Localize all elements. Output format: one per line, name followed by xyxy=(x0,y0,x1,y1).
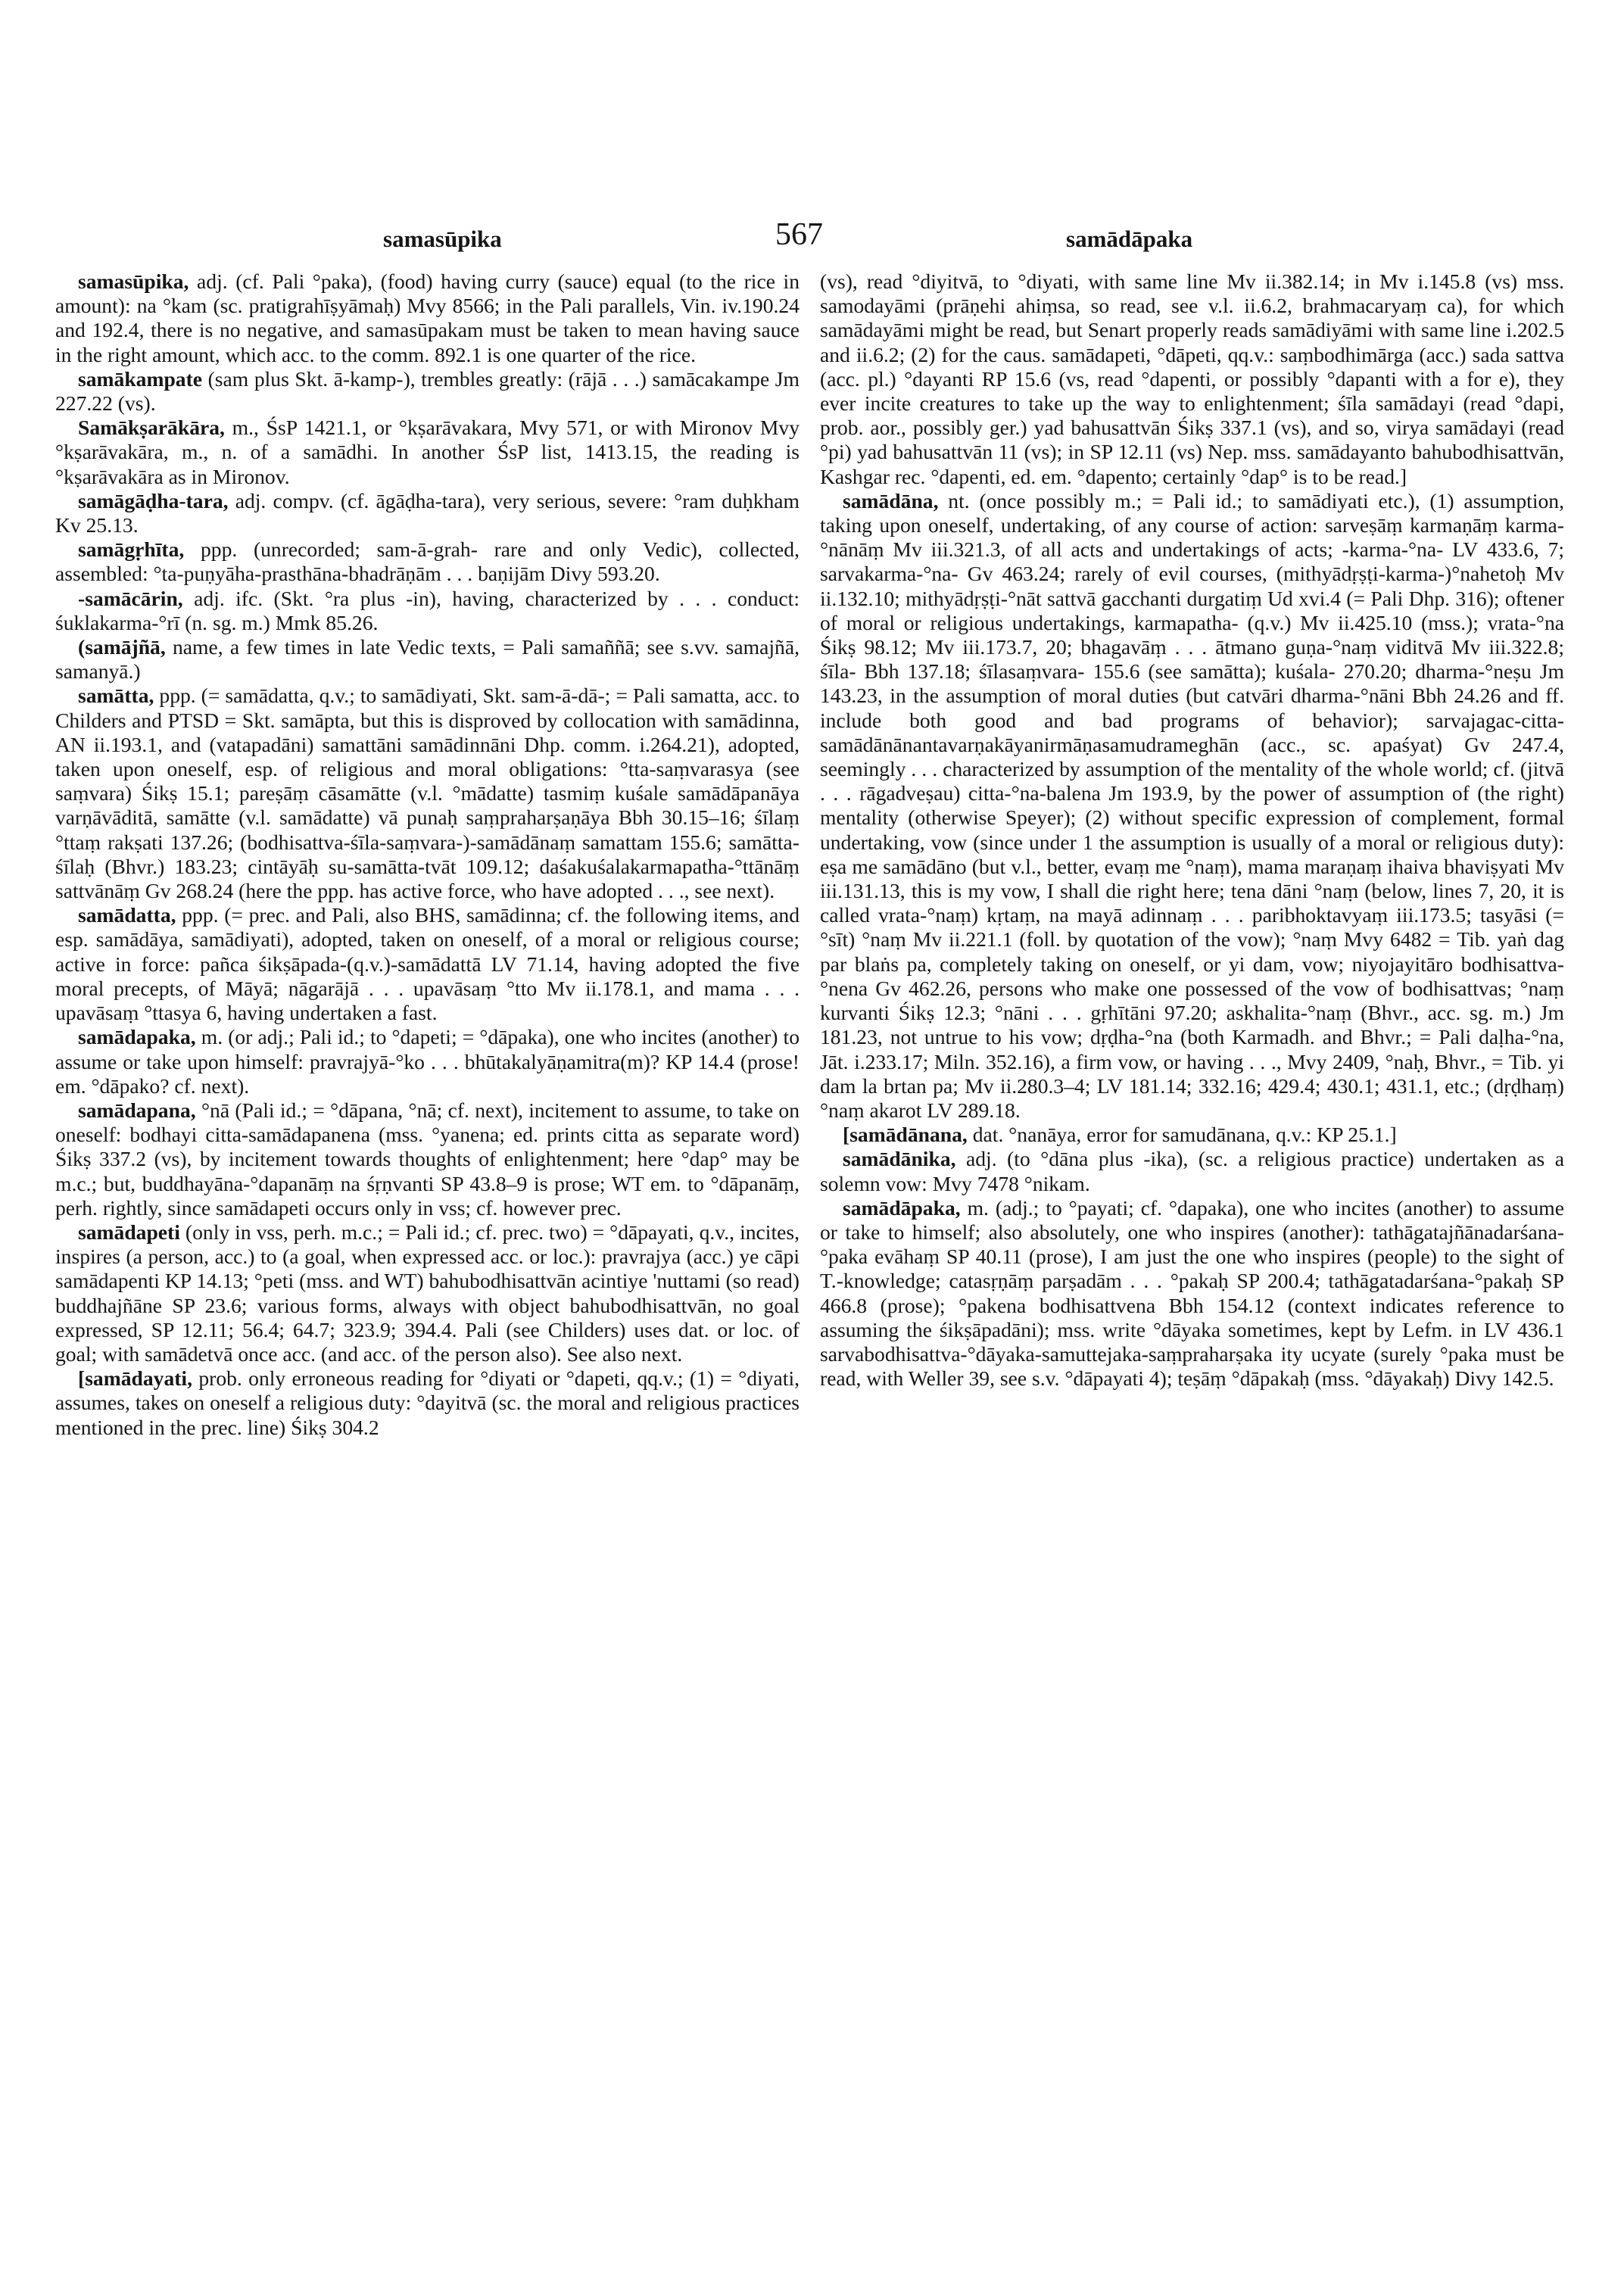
entry-text: prob. only erroneous reading for °diyati or °dapeti, qq.v.; (1) = °diyati, assumes, takes on oneself a religious duty: °dayitvā (sc. the moral and religious practices mentioned in the prec. line) Śikṣ 304.2 xyxy=(55,1366,800,1439)
headword: samādāna, xyxy=(843,488,939,512)
entry-text: dat. °nanāya, error for samudānana, q.v.: KP 25.1.] xyxy=(972,1123,1397,1147)
running-head-left: samasūpika xyxy=(383,226,502,252)
right-column xyxy=(820,269,1564,1391)
headword: samasūpika, xyxy=(78,269,189,293)
headword: [samādānana, xyxy=(843,1123,968,1147)
entry-text: m., ŚsP 1421.1, or °kṣarāvakara, Mvy 571, or with Mironov Mvy °kṣarāvakāra, m., n. of a samādhi. In another ŚsP list, 1413.15, the reading is °kṣarāvakāra as in Mironov. xyxy=(55,416,800,488)
dictionary-entry xyxy=(55,367,800,416)
running-head-right: samādāpaka xyxy=(1066,226,1193,252)
page-number: 567 xyxy=(775,217,823,252)
headword: samādapeti xyxy=(78,1220,180,1244)
entry-text: nt. (once possibly m.; = Pali id.; to samādiyati etc.), (1) assumption, taking upon oneself, undertaking, of any course of action: sarveṣāṃ karmaṇāṃ karma-°nānāṃ Mv iii.321.3, of all acts and undertakings of acts; -karma-°na- LV 433.6, 7; sarvakarma-°na- Gv 463.24; rarely of evil courses, (mithyādṛṣṭi-karma-)°nahetoḥ Mv ii.132.10; mithyādṛṣṭi-°nāt sattvā gacchanti durgatiṃ Ud xvi.4 (= Pali Dhp. 316); oftener of moral or religious undertakings, karmapatha- (q.v.) Mv ii.425.10 (mss.); vrata-°na Śikṣ 98.12; Mv iii.173.7, 20; bhagavāṃ . . . ātmano guṇa-°naṃ viditvā Mv iii.322.8; śīla- Bbh 137.18; śīlasaṃvara- 155.6 (see samātta); kuśala- 270.20; dharma-°neṣu Jm 143.23, in the assumption of moral duties (but catvāri dharma-°nāni Bbh 24.26 and ff. include both good and bad programs of behavior); sarvajagac-citta-samādānānantavarṇakāyanirmāṇasamudrameghān (acc., sc. apaśyat) Gv 247.4, seemingly . . . characterized by assumption of the mentality of the whole world; cf. (jitvā . . . rāgadveṣau) citta-°na-balena Jm 193.9, by the power of assumption of (the right) mentality (otherwise Speyer); (2) without specific expression of complement, formal undertaking, vow (since under 1 the assumption is usually of a moral or religious duty): eṣa me samādāno (but v.l., better, evaṃ me °naṃ), mama maraṇaṃ ihaiva bhaviṣyati Mv iii.131.13, this is my vow, I shall die right here; tena dāni °naṃ (below, lines 7, 20, it is called vrata-°naṃ) kṛtaṃ, na mayā adinnaṃ . . . paribhoktavyaṃ iii.173.5; tasyāsi (= °sīt) °naṃ Mv ii.221.1 (foll. by quotation of the vow); °naṃ Mvy 6482 = Tib. yaṅ dag par blaṅs pa, completely taking on oneself, or yi dam, vow; niyojayitāro bodhisattva-°nena Gv 462.26, persons who make one possessed of the vow of bodhisattvas; °naṃ kurvanti Śikṣ 12.3; °nāni . . . gṛhītāni 97.20; askhalita-°naṃ (Bhvr., acc. sg. m.) Jm 181.23, not untrue to his vow; dṛḍha-°na (both Karmadh. and Bhvr.; = Pali daḷha-°na, Jāt. i.233.17; Miln. 352.16), a firm vow, or having . . ., Mvy 2409, °naḥ, Bhvr., = Tib. yi dam la brtan pa; Mv ii.280.3–4; LV 181.14; 332.16; 429.4; 430.1; 431.1, etc.; (dṛḍhaṃ) °naṃ akarot LV 289.18. xyxy=(820,488,1564,1122)
dictionary-entry xyxy=(55,269,800,367)
headword: Samākṣarākāra, xyxy=(78,416,225,440)
headword: samādatta, xyxy=(78,903,176,927)
entry-text: ppp. (= samādatta, q.v.; to samādiyati, Skt. sam-ā-dā-; = Pali samatta, acc. to Childers and PTSD = Skt. samāpta, but this is disproved by collocation with samādinna, AN ii.193.1, and (vatapadāni) samattāni samādinnāni Dhp. comm. i.264.21), adopted, taken upon oneself, esp. of religious and moral obligations: °tta-saṃvarasya (see saṃvara) Śikṣ 15.1; pareṣāṃ cāsamātte (v.l. °mādatte) tasmiṃ kuśale samādāpanāya varṇāvāditā, samātte (v.l. samādatte) vā punaḥ saṃpraharṣaṇāya Bbh 30.15–16; śīlaṃ °ttaṃ rakṣati 137.26; (bodhisattva-śīla-saṃvara-)-samādānaṃ samattam 155.6; samātta-śīlaḥ (Bhvr.) 183.23; cintāyāḥ su-samātta-tvāt 109.12; daśakuśalakarmapatha-°ttānāṃ sattvānāṃ Gv 268.24 (here the ppp. has active force, who have adopted . . ., see next). xyxy=(55,684,800,903)
dictionary-entry xyxy=(55,1025,800,1098)
headword: samāgāḍha-tara, xyxy=(78,488,229,512)
entry-text: ppp. (unrecorded; sam-ā-grah- rare and only Vedic), collected, assembled: °ta-puṇyāha-prasthāna-bhadrāṇām . . . baṇijām Divy 593.20. xyxy=(55,537,800,586)
dictionary-entry xyxy=(55,903,800,1025)
entry-text: (vs), read °diyitvā, to °diyati, with same line Mv ii.382.14; in Mv i.145.8 (vs) mss. samodayāmi (prāṇehi ahiṃsa, so read, see v.l. ii.6.2, brahmacaryaṃ ca), for which samādayāmi might be read, but Senart properly reads samādiyāmi with same line i.202.5 and ii.6.2; (2) for the caus. samādapeti, °dāpeti, qq.v.: saṃbodhimārga (acc.) sada sattva (acc. pl.) °dayanti RP 15.6 (vs, read °dapenti, or possibly °dapanti with a for e), they ever incite creatures to take up the way to enlightenment; śīla samādayi (read °dapi, prob. aor., possibly ger.) yad bahusattvān Śikṣ 337.1 (vs), and so, virya samādayi (read °pi) yad bahusattvān 11 (vs); in SP 12.11 (vs) Nep. mss. samādayanto bahubodhisattvān, Kashgar rec. °dapenti, ed. em. °dapento; certainly °dap° is to be read.] xyxy=(820,269,1564,488)
dictionary-entry xyxy=(55,635,800,684)
entry-text: (sam plus Skt. ā-kamp-), trembles greatly: (rājā . . .) samācakampe Jm 227.22 (vs). xyxy=(55,366,800,416)
dictionary-entry xyxy=(820,1196,1564,1391)
headword: samāgṛhīta, xyxy=(78,537,185,562)
entry-text: °nā (Pali id.; = °dāpana, °nā; cf. next), incitement to assume, to take on oneself: bodhayi citta-samādapanena (mss. °yanena; ed. prints citta as separate word) Śikṣ 337.2 (vs), by incitement towards thoughts of enlightenment; here °dap° may be m.c.; but, buddhayāna-°dapanāṃ na śṛṇvanti SP 43.8–9 is prose; WT em. to °dāpanāṃ, perh. rightly, since samādapeti occurs only in vss; cf. however prec. xyxy=(55,1098,800,1220)
dictionary-entry xyxy=(820,489,1564,1123)
dictionary-entry xyxy=(820,1123,1564,1147)
entry-text: m. (or adj.; Pali id.; to °dapeti; = °dāpaka), one who incites (another) to assume or take upon himself: pravrajyā-°ko . . . bhūtakalyāṇamitra(m)? KP 14.4 (prose! em. °dāpako? cf. next). xyxy=(55,1025,800,1098)
left-column xyxy=(55,269,800,1440)
headword: -samācārin, xyxy=(78,586,183,610)
dictionary-entry xyxy=(820,269,1564,489)
entry-text: adj. ifc. (Skt. °ra plus -in), having, characterized by . . . conduct: śuklakarma-°rī (n. sg. m.) Mmk 85.26. xyxy=(55,586,800,634)
dictionary-entry xyxy=(55,684,800,903)
headword: samākampate xyxy=(78,366,203,391)
entry-text: m. (adj.; to °payati; cf. °dapaka), one who incites (another) to assume or take to himself; also absolutely, one who inspires (another): tathāgatajñānadarśana-°paka evāhaṃ SP 40.11 (prose), I am just the one who inspires (people) to the sight of T.-knowledge; catasṛṇāṃ parṣadām . . . °pakaḥ SP 200.4; tathāgatadarśana-°pakaḥ SP 466.8 (prose); °pakena bodhisattvena Bbh 154.12 (context indicates reference to assuming the śikṣāpadāni); mss. write °dāyaka sometimes, kept by Lefm. in LV 436.1 sarvabodhisattva-°dāyaka-samuttejaka-saṃpraharṣaka ity ucyate (surely °paka must be read, with Weller 39, see s.v. °dāpayati 4); teṣāṃ °dāpakaḥ (mss. °dāyakaḥ) Divy 142.5. xyxy=(820,1195,1564,1391)
entry-text: name, a few times in late Vedic texts, = Pali samaññā; see s.vv. samajñā, samanyā.) xyxy=(55,635,800,684)
entry-text: ppp. (= prec. and Pali, also BHS, samādinna; cf. the following items, and esp. samādāya, samādiyati), adopted, taken on oneself, of a moral or religious course; active in force: pañca śikṣāpada-(q.v.)-samādattā LV 71.14, having adopted the five moral precepts, of Māyā; nāgarājā . . . upavāsaṃ °tto Mv ii.178.1, and mama . . . upavāsaṃ °ttasya 6, having undertaken a fast. xyxy=(55,903,800,1025)
dictionary-entry xyxy=(55,587,800,635)
dictionary-entry xyxy=(55,1366,800,1440)
entry-text: adj. (cf. Pali °paka), (food) having curry (sauce) equal (to the rice in amount): na °kam (sc. pratigrahīṣyāmaḥ) Mvy 8566; in the Pali parallels, Vin. iv.190.24 and 192.4, there is no negative, and samasūpakam must be taken to mean having sauce in the right amount, which acc. to the comm. 892.1 is one quarter of the rice. xyxy=(55,269,800,366)
headword: samādānika, xyxy=(843,1147,956,1171)
headword: samādapaka, xyxy=(78,1025,196,1049)
entry-text: (only in vss, perh. m.c.; = Pali id.; cf. prec. two) = °dāpayati, q.v., incites, inspires (a person, acc.) to (a goal, when expressed acc. or loc.): pravrajya (acc.) ye cāpi samādapenti KP 14.13; °peti (mss. and WT) bahubodhisattvān acintiye 'nuttami (so read) buddhajñāne SP 23.6; various forms, always with object bahubodhisattvān, no goal expressed, SP 12.11; 56.4; 64.7; 323.9; 394.4. Pali (see Childers) uses dat. or loc. of goal; with samādetvā once acc. (and acc. of the person also). See also next. xyxy=(55,1220,800,1366)
headword: samādapana, xyxy=(78,1098,196,1122)
dictionary-entry xyxy=(55,537,800,586)
headword: (samājñā, xyxy=(78,635,166,659)
headword: [samādayati, xyxy=(78,1366,192,1391)
headword: samādāpaka, xyxy=(843,1195,961,1220)
headword: samātta, xyxy=(78,684,154,708)
dictionary-entry xyxy=(55,416,800,489)
dictionary-entry xyxy=(55,1220,800,1366)
entry-text: adj. (to °dāna plus -ika), (sc. a religious practice) undertaken as a solemn vow: Mvy 7478 °nikam. xyxy=(820,1147,1564,1195)
dictionary-entry xyxy=(55,489,800,537)
dictionary-entry xyxy=(820,1147,1564,1195)
entry-text: adj. compv. (cf. āgāḍha-tara), very serious, severe: °ram duḥkham Kv 25.13. xyxy=(55,488,800,537)
dictionary-entry xyxy=(55,1098,800,1220)
